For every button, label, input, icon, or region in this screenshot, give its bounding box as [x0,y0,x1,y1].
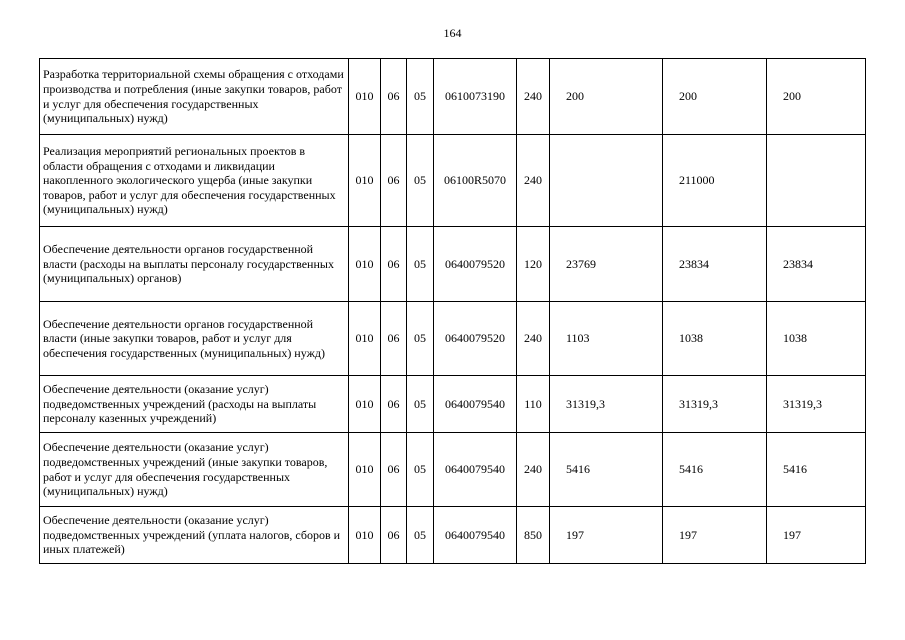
expense-type-code: 110 [517,376,550,433]
amount-year-2: 5416 [663,433,767,507]
amount-year-2: 31319,3 [663,376,767,433]
section-code: 06 [381,507,407,564]
section-code: 06 [381,433,407,507]
amount-year-1: 200 [550,59,663,135]
ministry-code: 010 [349,302,381,376]
ministry-code: 010 [349,433,381,507]
subsection-code: 05 [407,507,434,564]
expense-type-code: 240 [517,59,550,135]
amount-year-1: 31319,3 [550,376,663,433]
amount-year-2: 197 [663,507,767,564]
target-article-code: 0640079540 [434,507,517,564]
amount-year-3: 31319,3 [767,376,866,433]
amount-year-3: 23834 [767,227,866,302]
table-row [40,59,866,135]
section-code: 06 [381,135,407,227]
section-code: 06 [381,227,407,302]
expense-name: Обеспечение деятельности (оказание услуг) подведомственных учреждений (иные закупки товаров, работ и услуг для обеспечения государственных (муниципальных) нужд) [40,433,349,507]
ministry-code: 010 [349,507,381,564]
table-row [40,507,866,564]
subsection-code: 05 [407,135,434,227]
target-article-code: 06100R5070 [434,135,517,227]
expense-name: Обеспечение деятельности органов государственной власти (иные закупки товаров, работ и услуг для обеспечения государственных (муниципальных) нужд) [40,302,349,376]
target-article-code: 0640079540 [434,376,517,433]
expense-name: Обеспечение деятельности (оказание услуг) подведомственных учреждений (расходы на выплаты персоналу казенных учреждений) [40,376,349,433]
table-row [40,302,866,376]
subsection-code: 05 [407,302,434,376]
expense-type-code: 240 [517,302,550,376]
amount-year-3: 1038 [767,302,866,376]
amount-year-1: 1103 [550,302,663,376]
table-row [40,433,866,507]
subsection-code: 05 [407,227,434,302]
target-article-code: 0640079540 [434,433,517,507]
amount-year-2: 211000 [663,135,767,227]
table-row [40,135,866,227]
amount-year-3: 5416 [767,433,866,507]
ministry-code: 010 [349,376,381,433]
expense-type-code: 240 [517,135,550,227]
target-article-code: 0640079520 [434,227,517,302]
amount-year-1: 5416 [550,433,663,507]
target-article-code: 0640079520 [434,302,517,376]
amount-year-1: 197 [550,507,663,564]
budget-table [39,58,866,564]
ministry-code: 010 [349,227,381,302]
expense-type-code: 120 [517,227,550,302]
section-code: 06 [381,59,407,135]
expense-name: Обеспечение деятельности (оказание услуг) подведомственных учреждений (уплата налогов, сборов и иных платежей) [40,507,349,564]
expense-name: Реализация мероприятий региональных проектов в области обращения с отходами и ликвидации накопленного экологического ущерба (иные закупки товаров, работ и услуг для обеспечения государственных (муниципальных) нужд) [40,135,349,227]
subsection-code: 05 [407,376,434,433]
page-number: 164 [443,26,462,40]
subsection-code: 05 [407,433,434,507]
expense-name: Обеспечение деятельности органов государственной власти (расходы на выплаты персоналу государственных (муниципальных) органов) [40,227,349,302]
amount-year-2: 200 [663,59,767,135]
amount-year-3: 197 [767,507,866,564]
section-code: 06 [381,376,407,433]
amount-year-2: 23834 [663,227,767,302]
amount-year-3: 200 [767,59,866,135]
table-row [40,376,866,433]
subsection-code: 05 [407,59,434,135]
ministry-code: 010 [349,135,381,227]
expense-name: Разработка территориальной схемы обращения с отходами производства и потребления (иные закупки товаров, работ и услуг для обеспечения государственных (муниципальных) нужд) [40,59,349,135]
expense-type-code: 240 [517,433,550,507]
amount-year-2: 1038 [663,302,767,376]
table-row [40,227,866,302]
expense-type-code: 850 [517,507,550,564]
amount-year-1: 23769 [550,227,663,302]
ministry-code: 010 [349,59,381,135]
target-article-code: 0610073190 [434,59,517,135]
amount-year-3 [767,135,866,227]
amount-year-1 [550,135,663,227]
section-code: 06 [381,302,407,376]
